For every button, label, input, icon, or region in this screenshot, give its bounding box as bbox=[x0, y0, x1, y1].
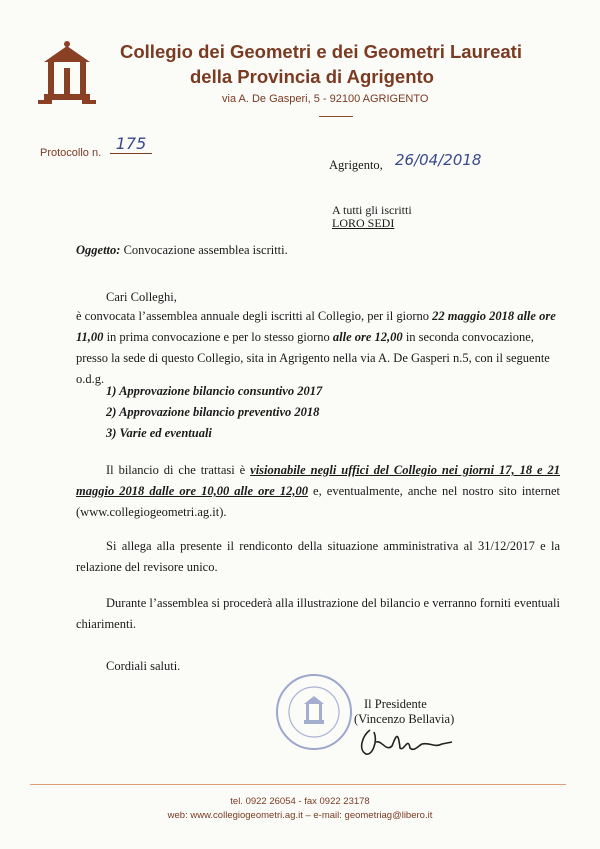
signature-icon bbox=[352, 722, 482, 760]
agenda-item: 3) Varie ed eventuali bbox=[106, 426, 212, 440]
paragraph-assembly bbox=[76, 593, 560, 635]
text-run: in seconda convocazione, presso la sede di questo Collegio, sita in Agrigento nella via A. De Gasperi n.5, con il seguente o.d.g. bbox=[76, 330, 550, 386]
greeting: Cari Colleghi, bbox=[106, 290, 177, 304]
text-run: Si allega alla presente il rendiconto della situazione amministrativa al 31/12/2017 e la relazione del revisore unico. bbox=[76, 539, 560, 574]
organization-name-line2: della Provincia di Agrigento bbox=[190, 66, 434, 87]
paragraph-convocation bbox=[76, 306, 556, 390]
footer-phone: tel. 0922 26054 - fax 0922 23178 bbox=[230, 796, 370, 807]
first-convocation-date: 22 maggio 2018 alle ore 11,00 bbox=[76, 309, 556, 344]
subject-text: Convocazione assemblea iscritti. bbox=[120, 243, 288, 257]
signatory-title: Il Presidente bbox=[364, 697, 427, 711]
official-stamp-icon bbox=[274, 672, 354, 752]
header-divider bbox=[319, 116, 353, 117]
signatory-name: (Vincenzo Bellavia) bbox=[354, 712, 455, 726]
second-convocation-time: alle ore 12,00 bbox=[332, 330, 403, 344]
paragraph-balance bbox=[76, 460, 560, 523]
recipient-line2: LORO SEDI bbox=[332, 216, 395, 230]
collegio-logo-icon bbox=[36, 40, 98, 108]
text-run: Il bilancio di che trattasi è bbox=[106, 463, 251, 477]
closing: Cordiali saluti. bbox=[106, 659, 181, 673]
recipient-line1: A tutti gli iscritti bbox=[332, 203, 412, 217]
text-run: è convocata l’assemblea annuale degli iscritti al Collegio, per il giorno bbox=[76, 309, 433, 323]
organization-address: via A. De Gasperi, 5 - 92100 AGRIGENTO bbox=[222, 93, 429, 105]
protocol-label: Protocollo n. bbox=[40, 147, 102, 159]
protocol-number: 175 bbox=[110, 134, 152, 154]
text-run: e, eventualmente, anche nel nostro sito internet (www.collegiogeometri.ag.it). bbox=[76, 484, 560, 519]
organization-name-line1: Collegio dei Geometri e dei Geometri Laureati bbox=[120, 41, 522, 62]
text-run: Durante l’assemblea si procederà alla illustrazione del bilancio e verranno forniti eventuali chiarimenti. bbox=[76, 596, 560, 631]
subject-line bbox=[76, 243, 288, 258]
subject-label: Oggetto: bbox=[76, 243, 121, 257]
footer-web: web: www.collegiogeometri.ag.it – e-mail: geometriag@libero.it bbox=[167, 810, 433, 821]
footer-divider bbox=[30, 784, 566, 785]
place: Agrigento, bbox=[329, 158, 383, 172]
viewing-schedule: visionabile negli uffici del Collegio nei giorni 17, 18 e 21 maggio 2018 dalle ore 10,00 alle ore 12,00 bbox=[76, 463, 560, 498]
agenda-item: 2) Approvazione bilancio preventivo 2018 bbox=[106, 405, 320, 419]
agenda-list bbox=[106, 381, 322, 444]
agenda-item: 1) Approvazione bilancio consuntivo 2017 bbox=[106, 384, 323, 398]
text-run: in prima convocazione e per lo stesso giorno bbox=[103, 330, 333, 344]
paragraph-attachment bbox=[76, 536, 560, 578]
handwritten-date: 26/04/2018 bbox=[395, 151, 482, 169]
